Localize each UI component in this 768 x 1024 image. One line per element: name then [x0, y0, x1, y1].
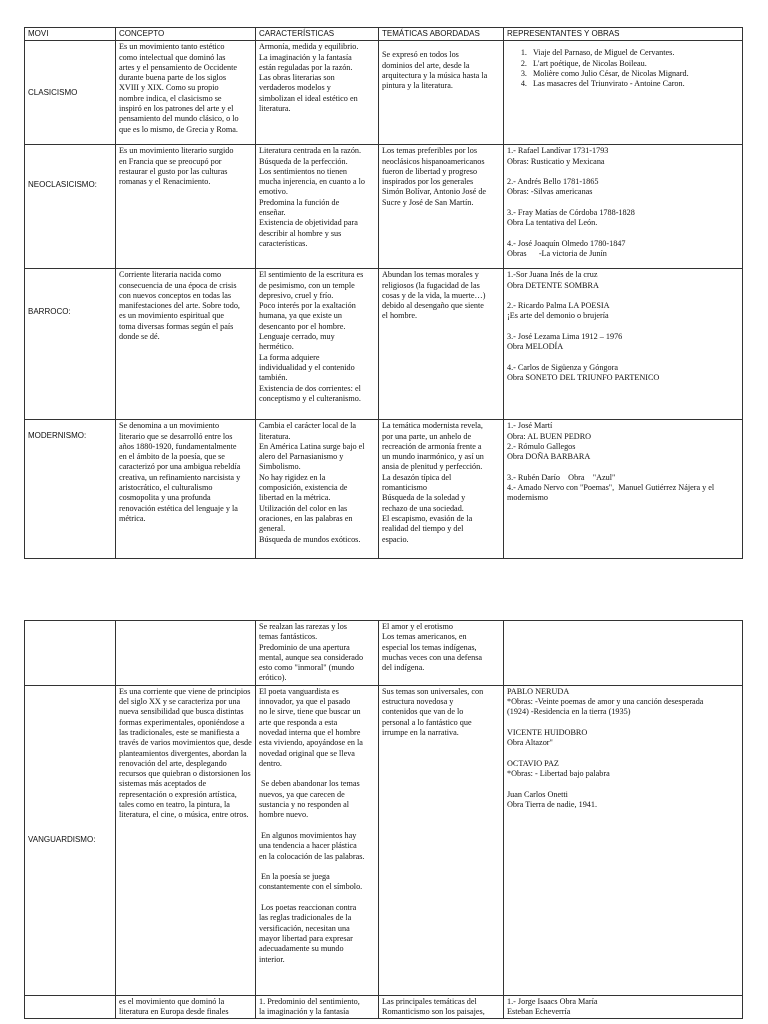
text-line: Es un movimiento tanto estético	[119, 42, 225, 52]
text-line: Literatura centrada en la razón.	[259, 146, 362, 156]
text-line: 1.- José Martí	[507, 421, 553, 431]
text-line: 1.- Rafael Landívar 1731-1793	[507, 146, 609, 156]
text-line: es un movimiento espiritual que	[119, 311, 225, 321]
movement-name: CLASICISMO	[25, 41, 116, 145]
empty-cell	[25, 621, 116, 686]
text-line: cosas y de la vida, la muerte…)	[382, 290, 486, 300]
header-caracteristicas: CARACTERÍSTICAS	[256, 28, 379, 41]
text-line	[507, 198, 739, 208]
text-line	[507, 167, 739, 177]
text-line: temas fantásticos.	[259, 632, 318, 642]
text-line: 4.- Amado Nervo con "Poemas", Manuel Gutiérrez Nájera y el	[507, 483, 715, 493]
text-line: es el movimiento que dominó la	[119, 996, 225, 1006]
text-line	[507, 779, 739, 789]
text-line: 2.- Ricardo Palma LA POESIA	[507, 301, 610, 311]
text-line: mucha injerencia, en cuanto a lo	[259, 177, 365, 187]
text-line: renovación estética del lenguaje y la	[119, 503, 238, 513]
text-line: romanticismo	[382, 483, 428, 493]
text-line	[259, 862, 375, 872]
movement-name: BARROCO:	[25, 269, 116, 420]
text-line: En la poesía se juega	[259, 872, 330, 882]
text-line: del indígena.	[382, 663, 425, 673]
movement-name: NEOCLASICISMO:	[25, 145, 116, 269]
text-line: (1924) -Residencia en la tierra (1935)	[507, 707, 631, 717]
text-line: humana, ya que existe un	[259, 311, 342, 321]
text-line: Sus temas son universales, con	[382, 686, 484, 696]
text-line: la imaginación y la fantasía	[259, 1007, 350, 1017]
text-line	[507, 718, 739, 728]
text-line: Cambia el carácter local de la	[259, 421, 357, 431]
table-header-row	[25, 28, 743, 41]
text-line: Utilización del color en las	[259, 503, 348, 513]
text-line: Obra MELODÍA	[507, 342, 564, 352]
text-line: como intelectual que dominó las	[119, 52, 226, 62]
text-line: romanas y el Renacimiento.	[119, 177, 211, 187]
text-line: en Francia que se preocupó por	[119, 156, 222, 166]
text-line: 4.- Carlos de Sigüenza y Góngora	[507, 362, 618, 372]
text-line: Abundan los temas morales y	[382, 270, 479, 280]
text-line: Predomina la función de	[259, 197, 340, 207]
text-line: literario que se desarrolló entre los	[119, 431, 233, 441]
text-line: modernismo	[507, 493, 548, 503]
text-line	[507, 749, 739, 759]
text-line: Obra DETENTE SOMBRA	[507, 280, 599, 290]
text-line: sustancia y no responden al	[259, 800, 350, 810]
text-line: Sucre y José de San Martín.	[382, 197, 474, 207]
text-line: años 1880-1920, fundamentalmente	[119, 441, 237, 451]
text-line: neoclásicos hispanoamericanos	[382, 156, 485, 166]
text-line: no le sirve, tiene que buscar un	[259, 707, 361, 717]
text-line: caracterizó por una ambigua rebeldía	[119, 462, 241, 472]
header-movimiento: MOVI	[25, 28, 116, 41]
text-line: interior.	[259, 954, 285, 964]
tematicas-cell	[379, 621, 504, 686]
caracteristicas-cell	[256, 145, 379, 269]
concepto-cell	[116, 269, 256, 420]
text-line	[507, 462, 739, 472]
text-line: En algunos movimientos hay	[259, 830, 357, 840]
text-line: adecuadamente su mundo	[259, 944, 344, 954]
text-line: XVIII y XIX. Como su propio	[119, 83, 219, 93]
tematicas-cell	[379, 145, 504, 269]
empty-cell	[25, 995, 116, 1019]
text-line: especial los temas indígenas,	[382, 642, 477, 652]
caracteristicas-cell	[256, 685, 379, 995]
text-line: inspirados por los generales	[382, 177, 474, 187]
text-line: Los poetas reaccionan contra	[259, 903, 357, 913]
caracteristicas-cell	[256, 420, 379, 559]
text-line: 1.- Jorge Isaacs Obra María	[507, 996, 598, 1006]
text-line: conceptismo y el culteranismo.	[259, 393, 361, 403]
row-continuation	[25, 621, 743, 686]
text-line: métrica.	[119, 513, 146, 523]
text-line: el hombre.	[382, 311, 418, 321]
text-line: 1.-Sor Juana Inés de la cruz	[507, 270, 598, 280]
text-line: Armonía, medida y equilibrio.	[259, 42, 359, 52]
text-line: ¡Es arte del demonio o brujería	[507, 311, 609, 321]
text-line: VICENTE HUIDOBRO	[507, 727, 588, 737]
text-line: realidad del tiempo y del	[382, 524, 464, 534]
text-line: verdaderos modelos y	[259, 83, 331, 93]
header-tematicas: TEMÁTICAS ABORDADAS	[379, 28, 504, 41]
text-line: emotivo.	[259, 187, 288, 197]
text-line: Obra Tierra de nadie, 1941.	[507, 800, 598, 810]
text-line: En América Latina surge bajo el	[259, 441, 365, 451]
text-line: rechazo de una sociedad.	[382, 503, 464, 513]
text-line: Lenguaje cerrado, muy	[259, 332, 335, 342]
text-line: arquitectura y la música hasta la	[382, 70, 488, 80]
text-line: Se deben abandonar los temas	[259, 779, 360, 789]
text-line: 4.- José Joaquín Olmedo 1780-1847	[507, 238, 626, 248]
text-line: inspiró en los patrones del arte y el	[119, 104, 234, 114]
text-line: individualidad y el contenido	[259, 362, 355, 372]
text-line: las reglas tradicionales de la	[259, 913, 352, 923]
text-line: hombre nuevo.	[259, 810, 309, 820]
text-line: estructura novedosa y	[382, 697, 454, 707]
concepto-cell	[116, 420, 256, 559]
text-line	[507, 322, 739, 332]
text-line: Predominio de una apertura	[259, 642, 350, 652]
text-line: nombre indica, el clasicismo se	[119, 93, 222, 103]
text-line: novedad original que se lleva	[259, 748, 355, 758]
text-line: Existencia de objetividad para	[259, 218, 358, 228]
text-line: 2.- Rómulo Gallegos	[507, 441, 576, 451]
text-line: Corriente literaria nacida como	[119, 270, 222, 280]
row-neoclasicismo	[25, 145, 743, 269]
list-item: 3. Molière como Julio César, de Nicolas Mignard.	[529, 69, 739, 79]
representantes-cell	[504, 685, 743, 995]
text-line: Obra SONETO DEL TRIUNFO PARTENICO	[507, 373, 660, 383]
text-line: Obra: AL BUEN PEDRO	[507, 431, 592, 441]
text-line: esto como "inmoral" (mundo	[259, 663, 355, 673]
text-line: contenidos que van de lo	[382, 707, 464, 717]
text-line: PABLO NERUDA	[507, 686, 570, 696]
list-item: 4. Las masacres del Triunvirato - Antoine Caron.	[529, 79, 739, 89]
empty-cell	[504, 621, 743, 686]
text-line	[259, 893, 375, 903]
text-line: características.	[259, 238, 308, 248]
text-line: que es lo mismo, de Grecia y Roma.	[119, 124, 238, 134]
literary-movements-table-page-2	[24, 620, 743, 1019]
text-line: una tendencia a hacer plástica	[259, 841, 357, 851]
text-line: debido al desengaño que siente	[382, 301, 484, 311]
text-line: La imaginación y la fantasía	[259, 52, 352, 62]
text-line: Obra Altazor"	[507, 738, 553, 748]
row-modernismo	[25, 420, 743, 559]
text-line: Búsqueda de la perfección.	[259, 156, 348, 166]
text-line: *Obras: - Libertad bajo palabra	[507, 769, 610, 779]
tematicas-cell	[379, 269, 504, 420]
text-line: 3.- Fray Matías de Córdoba 1788-1828	[507, 208, 635, 218]
text-line: No hay rigidez en la	[259, 472, 326, 482]
text-line: innovador, ya que el pasado	[259, 697, 351, 707]
text-line: Las obras literarias son	[259, 73, 335, 83]
concepto-cell	[116, 41, 256, 145]
text-line: enseñar.	[259, 208, 286, 218]
text-line: recreación de armonía frente a	[382, 441, 482, 451]
text-line: Existencia de dos corrientes: el	[259, 383, 361, 393]
row-clasicismo	[25, 41, 743, 145]
text-line	[507, 353, 739, 363]
text-line: El poeta vanguardista es	[259, 686, 339, 696]
concepto-cell	[116, 995, 256, 1019]
text-line: literatura.	[259, 104, 291, 114]
text-line: Obra La tentativa del León.	[507, 218, 598, 228]
text-line: El amor y el erotismo	[382, 622, 453, 631]
text-line: dominios del arte, desde la	[382, 60, 470, 70]
text-line: El escapismo, evasión de la	[382, 513, 473, 523]
text-line: Juan Carlos Onetti	[507, 789, 568, 799]
text-line: libertad en la métrica.	[259, 493, 331, 503]
text-line: Se expresó en todos los	[382, 50, 459, 60]
concepto-cell: Es una corriente que viene de principios del siglo XX y se caracteriza por una nueva sensibilidad que busca distintas formas experimentales, oponiéndose a las tradicionales, este se manifiesta a través de varios movimientos que, desde planteamientos divergentes, abordan la renovación del arte, desplegando recursos que quiebran o distorsionen los sistemas más aceptados de representación o expresión artística, tales como en teatro, la pintura, la literatura, el cine, o música, entre otros.	[116, 685, 256, 995]
text-line: personal a lo fantástico que	[382, 717, 472, 727]
list-item: 2. L'art poétique, de Nicolas Boileau.	[529, 59, 739, 69]
text-line: creativa, un refinamiento narcisista y	[119, 472, 241, 482]
text-line: literatura.	[259, 431, 291, 441]
text-line: depresivo, cruel y frío.	[259, 290, 334, 300]
row-vanguardismo	[25, 685, 743, 995]
text-line: composición, existencia de	[259, 483, 348, 493]
tematicas-cell	[379, 41, 504, 145]
text-line: mental, aunque sea considerado	[259, 652, 364, 662]
text-line: artes y el pensamiento de Occidente	[119, 62, 237, 72]
text-line	[507, 291, 739, 301]
text-line: Búsqueda de la soledad y	[382, 493, 466, 503]
text-line: Obra DOÑA BARBARA	[507, 452, 591, 462]
tematicas-cell	[379, 685, 504, 995]
text-line: literatura en Europa desde finales	[119, 1007, 229, 1017]
text-line	[259, 769, 375, 779]
works-list	[507, 48, 739, 89]
text-line: 2.- Andrés Bello 1781-1865	[507, 177, 599, 187]
caracteristicas-cell	[256, 621, 379, 686]
text-line: Simbolismo.	[259, 462, 301, 472]
text-line: Se denomina a un movimiento	[119, 421, 220, 431]
text-line: novedad interna que el hombre	[259, 727, 361, 737]
text-line: erótico).	[259, 673, 287, 683]
text-line: arte que responda a esta	[259, 717, 338, 727]
text-line: Es un movimiento literario surgido	[119, 146, 234, 156]
text-line: general.	[259, 524, 286, 534]
text-line: pintura y la literatura.	[382, 81, 453, 91]
text-line: nuevos, ya que carecen de	[259, 789, 345, 799]
text-line: restaurar el gusto por las culturas	[119, 166, 228, 176]
text-line: manifestaciones del arte. Sobre todo,	[119, 301, 240, 311]
text-line	[507, 229, 739, 239]
text-line: Se realzan las rarezas y los	[259, 622, 347, 631]
text-line: versificación, necesitan una	[259, 923, 350, 933]
text-line: Obras: Rusticatio y Mexicana	[507, 156, 605, 166]
text-line: Obras -La victoria de Junín	[507, 249, 607, 259]
text-line: desencanto por el hombre.	[259, 321, 346, 331]
text-line: donde se dé.	[119, 332, 160, 342]
caracteristicas-cell	[256, 995, 379, 1019]
text-line: hermético.	[259, 342, 294, 352]
text-line: Los temas americanos, en	[382, 632, 467, 642]
text-line: ansia de plenitud y perfección.	[382, 462, 483, 472]
movement-name: MODERNISMO:	[25, 420, 116, 559]
text-line: simbolizan el ideal estético en	[259, 93, 358, 103]
caracteristicas-cell	[256, 269, 379, 420]
text-line: Obras: -Silvas americanas	[507, 187, 593, 197]
text-line: La temática modernista revela,	[382, 421, 483, 431]
concepto-cell	[116, 145, 256, 269]
text-line: por una parte, un anhelo de	[382, 431, 472, 441]
literary-movements-table-page-1	[24, 27, 743, 559]
text-line: durante buena parte de los siglos	[119, 73, 227, 83]
text-line: alero del Parnasianismo y	[259, 452, 344, 462]
text-line: Las principales temáticas del	[382, 996, 477, 1006]
text-line: están reguladas por la razón.	[259, 62, 353, 72]
empty-cell	[116, 621, 256, 686]
text-line: Los temas preferibles por los	[382, 146, 478, 156]
text-line: muchas veces con una defensa	[382, 652, 483, 662]
representantes-cell	[504, 145, 743, 269]
text-line: en la colocación de las palabras.	[259, 851, 365, 861]
text-line: La desazón típica del	[382, 472, 452, 482]
text-line: describir al hombre y sus	[259, 228, 342, 238]
text-line: también.	[259, 373, 288, 383]
text-line: Simón Bolívar, Antonio José de	[382, 187, 487, 197]
text-line: irrumpe en la narrativa.	[382, 727, 459, 737]
text-line: El sentimiento de la escritura es	[259, 270, 364, 280]
text-line: con nuevos conceptos en todas las	[119, 290, 232, 300]
text-line: mayor libertad para expresar	[259, 933, 353, 943]
row-barroco	[25, 269, 743, 420]
text-line: Esteban Echeverría	[507, 1007, 571, 1017]
movement-name: VANGUARDISMO:	[25, 685, 116, 995]
row-romanticismo	[25, 995, 743, 1019]
text-line: 3.- Rubén Darío Obra "Azul"	[507, 472, 616, 482]
representantes-cell	[504, 269, 743, 420]
text-line: toma diversas formas según el país	[119, 321, 234, 331]
text-line: 1. Predominio del sentimiento,	[259, 996, 360, 1006]
tematicas-cell	[379, 420, 504, 559]
text-line: Poco interés por la exaltación	[259, 301, 356, 311]
text-line: Los sentimientos no tienen	[259, 166, 348, 176]
text-line: La forma adquiere	[259, 352, 320, 362]
representantes-cell	[504, 420, 743, 559]
text-line: oraciones, en las palabras en	[259, 513, 353, 523]
text-line: dentro.	[259, 758, 282, 768]
text-line: constantemente con el símbolo.	[259, 882, 363, 892]
text-line: consecuencia de una época de crisis	[119, 280, 237, 290]
header-representantes: REPRESENTANTES Y OBRAS	[504, 28, 743, 41]
text-line: *Obras: -Veinte poemas de amor y una canción desesperada	[507, 697, 704, 707]
text-line: 3.- José Lezama Lima 1912 – 1976	[507, 332, 623, 342]
representantes-cell	[504, 41, 743, 145]
text-line: Búsqueda de mundos exóticos.	[259, 534, 361, 544]
text-line: OCTAVIO PAZ	[507, 758, 559, 768]
text-line	[259, 821, 375, 831]
text-line: en el ámbito de la poesía, que se	[119, 452, 225, 462]
caracteristicas-cell	[256, 41, 379, 145]
representantes-cell	[504, 995, 743, 1019]
text-line: espacio.	[382, 534, 409, 544]
text-line: esta viviendo, apoyándose en la	[259, 738, 363, 748]
text-line: de pesimismo, con un temple	[259, 280, 355, 290]
text-line: aristocrático, el culturalismo	[119, 483, 213, 493]
tematicas-cell	[379, 995, 504, 1019]
text-line: religiosos (la fugacidad de las	[382, 280, 480, 290]
text-line: un mundo inarmónico, y así un	[382, 452, 484, 462]
list-item: 1. Viaje del Parnaso, de Miguel de Cervantes.	[529, 48, 739, 58]
text-line: cosmopolita y una profunda	[119, 493, 211, 503]
text-line: fueron de libertad y progreso	[382, 166, 478, 176]
text-line: pensamiento del mundo clásico, o lo	[119, 114, 239, 124]
header-concepto: CONCEPTO	[116, 28, 256, 41]
text-line: Romanticismo son los paisajes,	[382, 1007, 485, 1017]
